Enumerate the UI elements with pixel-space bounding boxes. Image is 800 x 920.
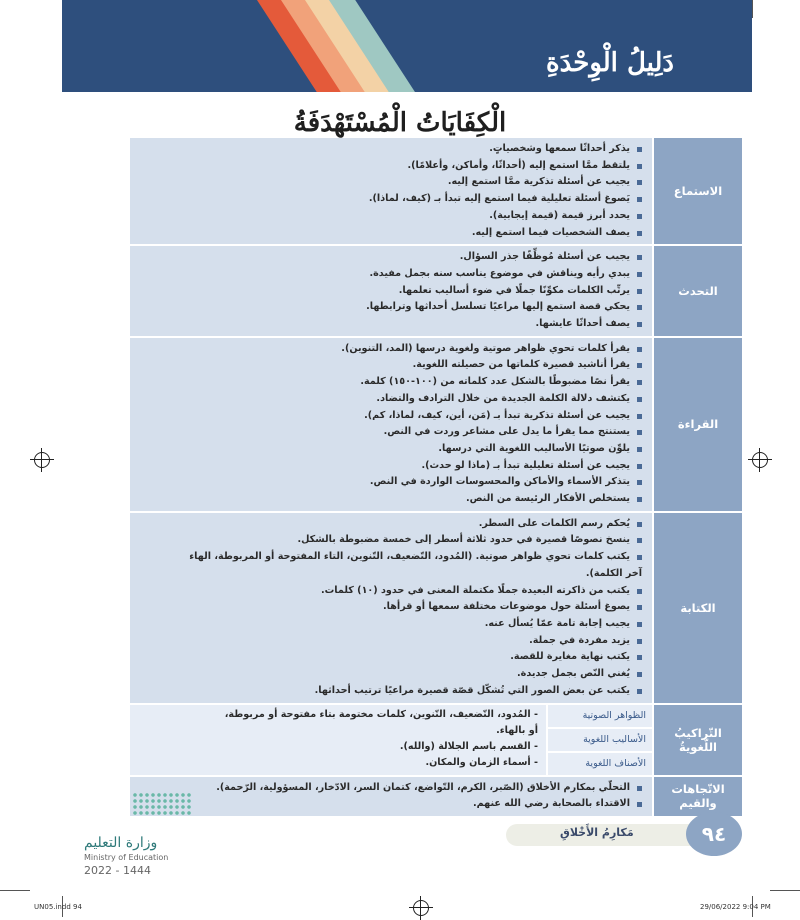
crop-mark	[0, 890, 30, 891]
list-item: يكتشف دلالة الكلمة الجديدة من خلال الترادف والتضاد.	[136, 391, 642, 408]
subcategory-label: الأساليب اللغوية	[548, 729, 652, 753]
ministry-dots-pattern	[132, 792, 192, 816]
list-item: يجيب إجابة تامة عمّا يُسأل عنه.	[136, 616, 642, 633]
structures-items	[130, 705, 546, 775]
list-item: يجيب عن أسئلة مُوظِّفًا جذر السؤال.	[136, 249, 642, 266]
list-item: يَصوغ أسئلة تعليلية فيما استمع إليه تبدأ بـ (كيف، لماذا).	[136, 191, 642, 208]
section-category: الاستماع	[652, 138, 742, 244]
list-item: يرتِّب الكلمات مكوِّنًا جملًا في ضوء أساليب تعلمها.	[136, 283, 642, 300]
section-category: الاتّجاهات والقيم	[652, 777, 742, 816]
ministry-name-arabic: وزارة التعليم	[84, 835, 158, 851]
file-slug: UN05.indd 94	[34, 903, 82, 911]
section-category: الكتابة	[652, 513, 742, 703]
list-item: يجيب عن أسئلة تعليلية تبدأ بـ (ماذا لو حدث).	[136, 458, 642, 475]
section-reading	[130, 338, 742, 513]
structure-line: - أسماء الزمان والمكان.	[425, 756, 538, 768]
date-slug: 29/06/2022 9:04 PM	[700, 903, 771, 911]
list-item: يلوِّن صوتيًا الأساليب اللغوية التي درسها.	[136, 441, 642, 458]
list-item: يبدي رأيه ويناقش في موضوع يناسب سنه بجمل مفيدة.	[136, 266, 642, 283]
section-speaking	[130, 246, 742, 338]
crop-mark	[752, 0, 753, 18]
crop-mark	[770, 890, 800, 891]
list-item: يكتب كلمات تحوي ظواهر صوتية. (المُدود، التّضعيف، التّنوين، التاء المفتوحة أو المربوطة، الهاء	[136, 549, 642, 566]
registration-mark-icon	[752, 452, 768, 468]
list-item: يستخلص الأفكار الرئيسة من النص.	[136, 491, 642, 508]
list-item: يزيد مفردة في جملة.	[136, 633, 642, 650]
section-values	[130, 777, 742, 816]
section-category: التحدث	[652, 246, 742, 336]
section-items	[130, 513, 652, 703]
list-item: الاقتداء بالصحابة رضي الله عنهم.	[136, 796, 642, 813]
structure-line: أو بالهاء.	[496, 724, 538, 736]
unit-header-band	[62, 0, 752, 92]
list-item: يُحكم رسم الكلمات على السطر.	[136, 516, 642, 533]
structures-subcategories	[546, 705, 652, 775]
unit-title: دَلِيلُ الْوِحْدَةِ	[545, 48, 674, 78]
list-item: يذكر أحداثًا سمعها وشخصياتٍ.	[136, 141, 642, 158]
section-category: القراءة	[652, 338, 742, 511]
section-category: التّراكيبُ اللّغويةُ	[652, 705, 742, 775]
subcategory-label: الأصناف اللغوية	[548, 753, 652, 775]
list-item: يكتب عن بعض الصور التي تُشكّل قصّة قصيرة مراعيًا ترتيب أحداثها.	[136, 683, 642, 700]
list-item: يحكي قصة استمع إليها مراعيًا تسلسل أحداثها وترابطها.	[136, 299, 642, 316]
ministry-name-english: Ministry of Education	[84, 853, 169, 862]
list-item: يجيب عن أسئلة تذكرية ممَّا استمع إليه.	[136, 174, 642, 191]
section-items	[130, 777, 652, 816]
list-item: يصوغ أسئلة حول موضوعات مختلفة سمعها أو قرأها.	[136, 599, 642, 616]
registration-mark-icon	[413, 900, 429, 916]
list-item: يُغني النّص بجمل جديدة.	[136, 666, 642, 683]
list-item: يستنتج مما يقرأ ما يدل على مشاعر وردت في النص.	[136, 424, 642, 441]
page-title: الْكِفَايَاتُ الْمُسْتَهْدَفَةُ	[293, 108, 507, 138]
ministry-logo	[84, 835, 204, 877]
list-item-continuation: آخر الكلمة).	[585, 567, 642, 579]
list-item: يصف أحداثًا عايشها.	[136, 316, 642, 333]
list-item: يكتب نهاية مغايرة للقصة.	[136, 649, 642, 666]
chapter-name: مَكارِمُ الأَخْلاقِ	[560, 826, 634, 839]
list-item: يقرأ نصًا مضبوطًا بالشكل عدد كلماته من (١٠٠-١٥٠) كلمة.	[136, 374, 642, 391]
structures-body	[130, 705, 652, 775]
section-items	[130, 246, 652, 336]
section-items	[130, 338, 652, 511]
section-listening	[130, 138, 742, 246]
edition-year: 2022 - 1444	[84, 864, 151, 877]
list-item: يجيب عن أسئلة تذكرية تبدأ بـ (مَن، أين، كيف، لماذا، كم).	[136, 408, 642, 425]
list-item: يتذكر الأسماء والأماكن والمحسوسات الواردة في النص.	[136, 474, 642, 491]
subcategory-label: الظواهر الصوتية	[548, 705, 652, 729]
structure-line: - القسم باسم الجلالة (والله).	[399, 740, 538, 752]
page-number: ٩٤	[686, 812, 742, 856]
section-structures	[130, 705, 742, 777]
list-item: يكتب من ذاكرته البعيدة جملًا مكتملة المعنى في حدود (١٠) كلمات.	[136, 583, 642, 600]
list-item: يحدد أبرز قيمة (قيمة إيجابية).	[136, 208, 642, 225]
list-item: التحلّي بمكارم الأخلاق (الصّبر، الكرم، التّواضع، كتمان السر، الادّخار، المسؤولية، الرّحمة).	[136, 780, 642, 797]
list-item: يلتقط ممَّا استمع إليه (أحداثًا، وأماكن، وأعلامًا).	[136, 158, 642, 175]
section-items	[130, 138, 652, 244]
list-item: ينسخ نصوصًا قصيرة في حدود ثلاثة أسطر إلى خمسة مضبوطة بالشكل.	[136, 532, 642, 549]
competencies-table	[130, 138, 742, 816]
structure-line: - المُدود، التّضعيف، التّنوين، كلمات مختومة بتاء مفتوحة أو مربوطة،	[224, 708, 538, 720]
list-item: يقرأ كلمات تحوي ظواهر صوتية ولغوية درسها (المد، التنوين).	[136, 341, 642, 358]
list-item: يصف الشخصيات فيما استمع إليه.	[136, 225, 642, 242]
registration-mark-icon	[34, 452, 50, 468]
list-item: يقرأ أناشيد قصيرة كلماتها من حصيلته اللغوية.	[136, 357, 642, 374]
section-writing	[130, 513, 742, 705]
